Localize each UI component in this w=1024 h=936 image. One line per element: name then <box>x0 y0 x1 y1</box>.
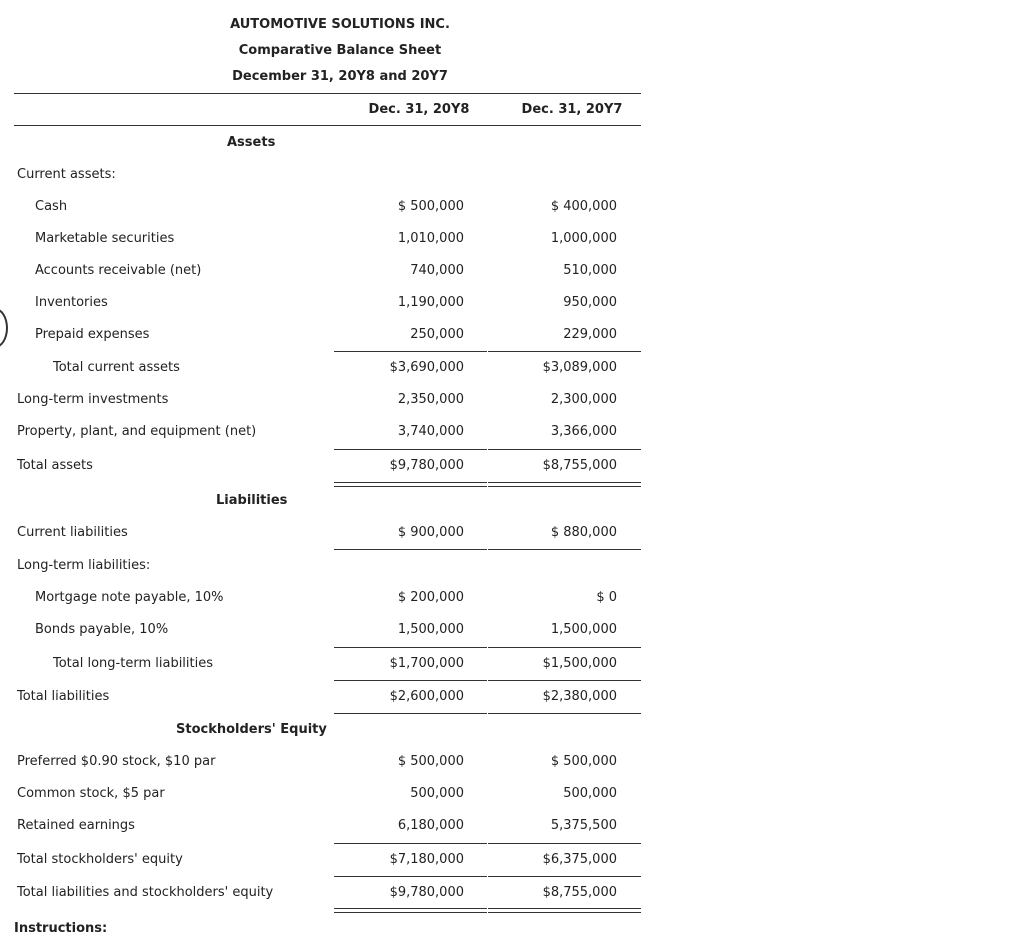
double-underline <box>488 482 641 487</box>
value-20y7: 950,000 <box>563 295 617 310</box>
underline <box>488 351 641 352</box>
row-label: Property, plant, and equipment (net) <box>17 424 257 439</box>
double-underline <box>334 482 487 487</box>
underline <box>488 713 641 714</box>
row-label: Prepaid expenses <box>35 327 150 342</box>
row-bonds-payable <box>0 622 645 642</box>
value-20y8: 1,010,000 <box>397 231 464 246</box>
underline <box>334 876 487 877</box>
row-total-liabilities <box>0 689 645 709</box>
row-label: Accounts receivable (net) <box>35 263 202 278</box>
value-20y8: 6,180,000 <box>397 818 464 833</box>
value-20y7: $8,755,000 <box>542 458 617 473</box>
row-total-assets <box>0 458 645 478</box>
value-20y7: 500,000 <box>563 786 617 801</box>
value-20y8: $ 900,000 <box>397 525 464 540</box>
row-inventories <box>0 295 645 315</box>
row-prepaid-expenses <box>0 327 645 347</box>
long-term-liabilities-label: Long-term liabilities: <box>17 558 151 573</box>
row-label: Retained earnings <box>17 818 135 833</box>
row-marketable-securities <box>0 231 645 251</box>
row-label: Total long-term liabilities <box>53 656 214 671</box>
header-top-rule <box>14 93 641 94</box>
value-20y8: $7,180,000 <box>389 852 464 867</box>
underline <box>334 549 487 550</box>
value-20y8: $1,700,000 <box>389 656 464 671</box>
value-20y8: $3,690,000 <box>389 360 464 375</box>
statement-title: Comparative Balance Sheet <box>238 43 442 58</box>
value-20y8: 3,740,000 <box>397 424 464 439</box>
value-20y8: 250,000 <box>410 327 464 342</box>
value-20y8: 740,000 <box>410 263 464 278</box>
underline <box>488 876 641 877</box>
row-long-term-investments <box>0 392 645 412</box>
value-20y7: $8,755,000 <box>542 885 617 900</box>
row-label: Total current assets <box>53 360 180 375</box>
row-accounts-receivable <box>0 263 645 283</box>
current-assets-label: Current assets: <box>17 167 116 182</box>
value-20y7: $ 0 <box>596 590 617 605</box>
row-label: Common stock, $5 par <box>17 786 165 801</box>
value-20y8: 1,500,000 <box>397 622 464 637</box>
value-20y7: $ 400,000 <box>550 199 617 214</box>
value-20y7: $6,375,000 <box>542 852 617 867</box>
row-label: Mortgage note payable, 10% <box>35 590 224 605</box>
row-current-liabilities <box>0 525 645 545</box>
row-total-liabilities-and-equity <box>0 885 645 905</box>
row-total-long-term-liabilities <box>0 656 645 676</box>
underline <box>334 843 487 844</box>
long-term-liabilities-heading-row <box>0 558 645 578</box>
row-preferred-stock <box>0 754 645 774</box>
row-label: Inventories <box>35 295 108 310</box>
column-header-20y8: Dec. 31, 20Y8 <box>368 102 470 117</box>
double-underline <box>488 908 641 913</box>
value-20y8: 500,000 <box>410 786 464 801</box>
row-label: Marketable securities <box>35 231 175 246</box>
row-retained-earnings <box>0 818 645 838</box>
underline <box>488 843 641 844</box>
row-label: Total liabilities <box>17 689 110 704</box>
value-20y7: $3,089,000 <box>542 360 617 375</box>
underline <box>488 680 641 681</box>
value-20y7: 3,366,000 <box>550 424 617 439</box>
row-mortgage-note-payable <box>0 590 645 610</box>
value-20y7: $ 880,000 <box>550 525 617 540</box>
column-header-20y7: Dec. 31, 20Y7 <box>521 102 623 117</box>
value-20y7: 1,500,000 <box>550 622 617 637</box>
underline <box>334 351 487 352</box>
section-assets-heading: Assets <box>227 135 276 150</box>
value-20y7: 510,000 <box>563 263 617 278</box>
value-20y8: $ 500,000 <box>397 199 464 214</box>
value-20y8: $9,780,000 <box>389 458 464 473</box>
statement-dates: December 31, 20Y8 and 20Y7 <box>232 69 448 84</box>
value-20y7: 1,000,000 <box>550 231 617 246</box>
row-label: Preferred $0.90 stock, $10 par <box>17 754 216 769</box>
value-20y8: $ 500,000 <box>397 754 464 769</box>
value-20y8: $ 200,000 <box>397 590 464 605</box>
section-equity-heading: Stockholders' Equity <box>176 722 327 737</box>
value-20y7: $ 500,000 <box>550 754 617 769</box>
underline <box>488 647 641 648</box>
value-20y8: $2,600,000 <box>389 689 464 704</box>
double-underline <box>334 908 487 913</box>
value-20y8: 2,350,000 <box>397 392 464 407</box>
current-assets-heading-row <box>0 167 645 187</box>
row-total-current-assets <box>0 360 645 380</box>
row-label: Bonds payable, 10% <box>35 622 169 637</box>
value-20y7: 229,000 <box>563 327 617 342</box>
row-label: Total liabilities and stockholders' equity <box>17 885 274 900</box>
company-name: AUTOMOTIVE SOLUTIONS INC. <box>230 17 450 32</box>
underline <box>334 647 487 648</box>
value-20y7: $2,380,000 <box>542 689 617 704</box>
row-total-stockholders-equity <box>0 852 645 872</box>
value-20y7: 5,375,500 <box>550 818 617 833</box>
underline <box>334 449 487 450</box>
row-label: Total stockholders' equity <box>17 852 183 867</box>
row-cash <box>0 199 645 219</box>
instructions-heading: Instructions: <box>14 921 108 936</box>
row-label: Total assets <box>17 458 93 473</box>
value-20y7: 2,300,000 <box>550 392 617 407</box>
row-property-plant-equipment <box>0 424 645 444</box>
underline <box>334 713 487 714</box>
row-common-stock <box>0 786 645 806</box>
value-20y8: 1,190,000 <box>397 295 464 310</box>
value-20y7: $1,500,000 <box>542 656 617 671</box>
row-label: Cash <box>35 199 68 214</box>
value-20y8: $9,780,000 <box>389 885 464 900</box>
underline <box>488 449 641 450</box>
row-label: Current liabilities <box>17 525 128 540</box>
header-bottom-rule <box>14 125 641 126</box>
section-liabilities-heading: Liabilities <box>216 493 288 508</box>
underline <box>488 549 641 550</box>
underline <box>334 680 487 681</box>
row-label: Long-term investments <box>17 392 169 407</box>
